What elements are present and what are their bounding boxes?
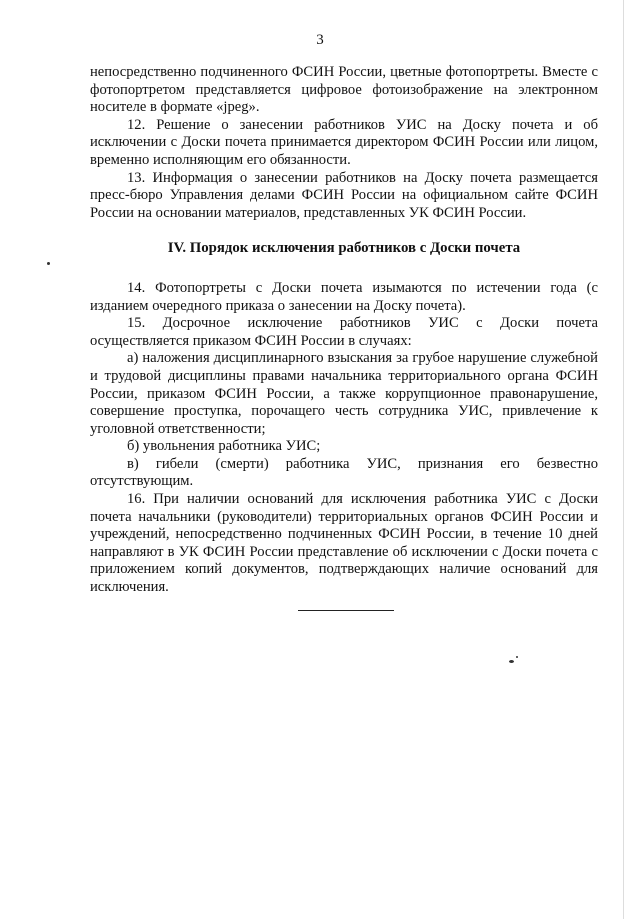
paragraph-15: 15. Досрочное исключение работников УИС с Доски почета осуществляется приказом ФСИН России в случаях: (90, 315, 598, 349)
scan-speck (516, 656, 518, 658)
scan-speck (47, 262, 50, 265)
paragraph-14: 14. Фотопортреты с Доски почета изымаются по истечении года (с изданием очередного приказа о занесении на Доску почета). (90, 279, 598, 314)
paragraph-15-a: а) наложения дисциплинарного взыскания за грубое нарушение служебной и трудовой дисциплины правами начальника территориального органа ФСИН России, приказом ФСИН России, а также коррупционное правонарушение, совершение проступка, порочащего честь сотрудника УИС, привлечение к уголовной ответственности; (90, 350, 598, 437)
paragraph-15-b: б) увольнения работника УИС; (127, 438, 321, 455)
paragraph-16: 16. При наличии оснований для исключения работника УИС с Доски почета начальники (руководители) территориальных органов ФСИН России и учреждений, непосредственно подчиненных ФСИН России, в течение 10 дней направляют в УК ФСИН России представление об исключении с Доски почета с приложением копий документов, подтверждающих наличие оснований для исключения. (90, 491, 598, 596)
scan-edge-line (623, 0, 624, 919)
document-body (90, 64, 598, 597)
paragraph-15-v: в) гибели (смерти) работника УИС, признания его безвестно отсутствующим. (90, 455, 598, 490)
paragraph-12: 12. Решение о занесении работников УИС на Доску почета и об исключении с Доски почета принимается директором ФСИН России или лицом, временно исполняющим его обязанности. (90, 116, 598, 168)
paragraph-continuation: непосредственно подчиненного ФСИН России, цветные фотопортреты. Вместе с фотопортретом представляется цифровое фотоизображение на электронном носителе в формате «jpeg». (90, 64, 598, 116)
page-number: 3 (316, 32, 324, 48)
paragraph-13: 13. Информация о занесении работников на Доску почета размещается пресс-бюро Управления делами ФСИН России на официальном сайте ФСИН России на основании материалов, представленных УК ФСИН России. (90, 169, 598, 221)
section-title: IV. Порядок исключения работников с Доски почета (167, 240, 521, 257)
end-of-text-line (298, 610, 394, 611)
scan-speck (509, 660, 514, 663)
